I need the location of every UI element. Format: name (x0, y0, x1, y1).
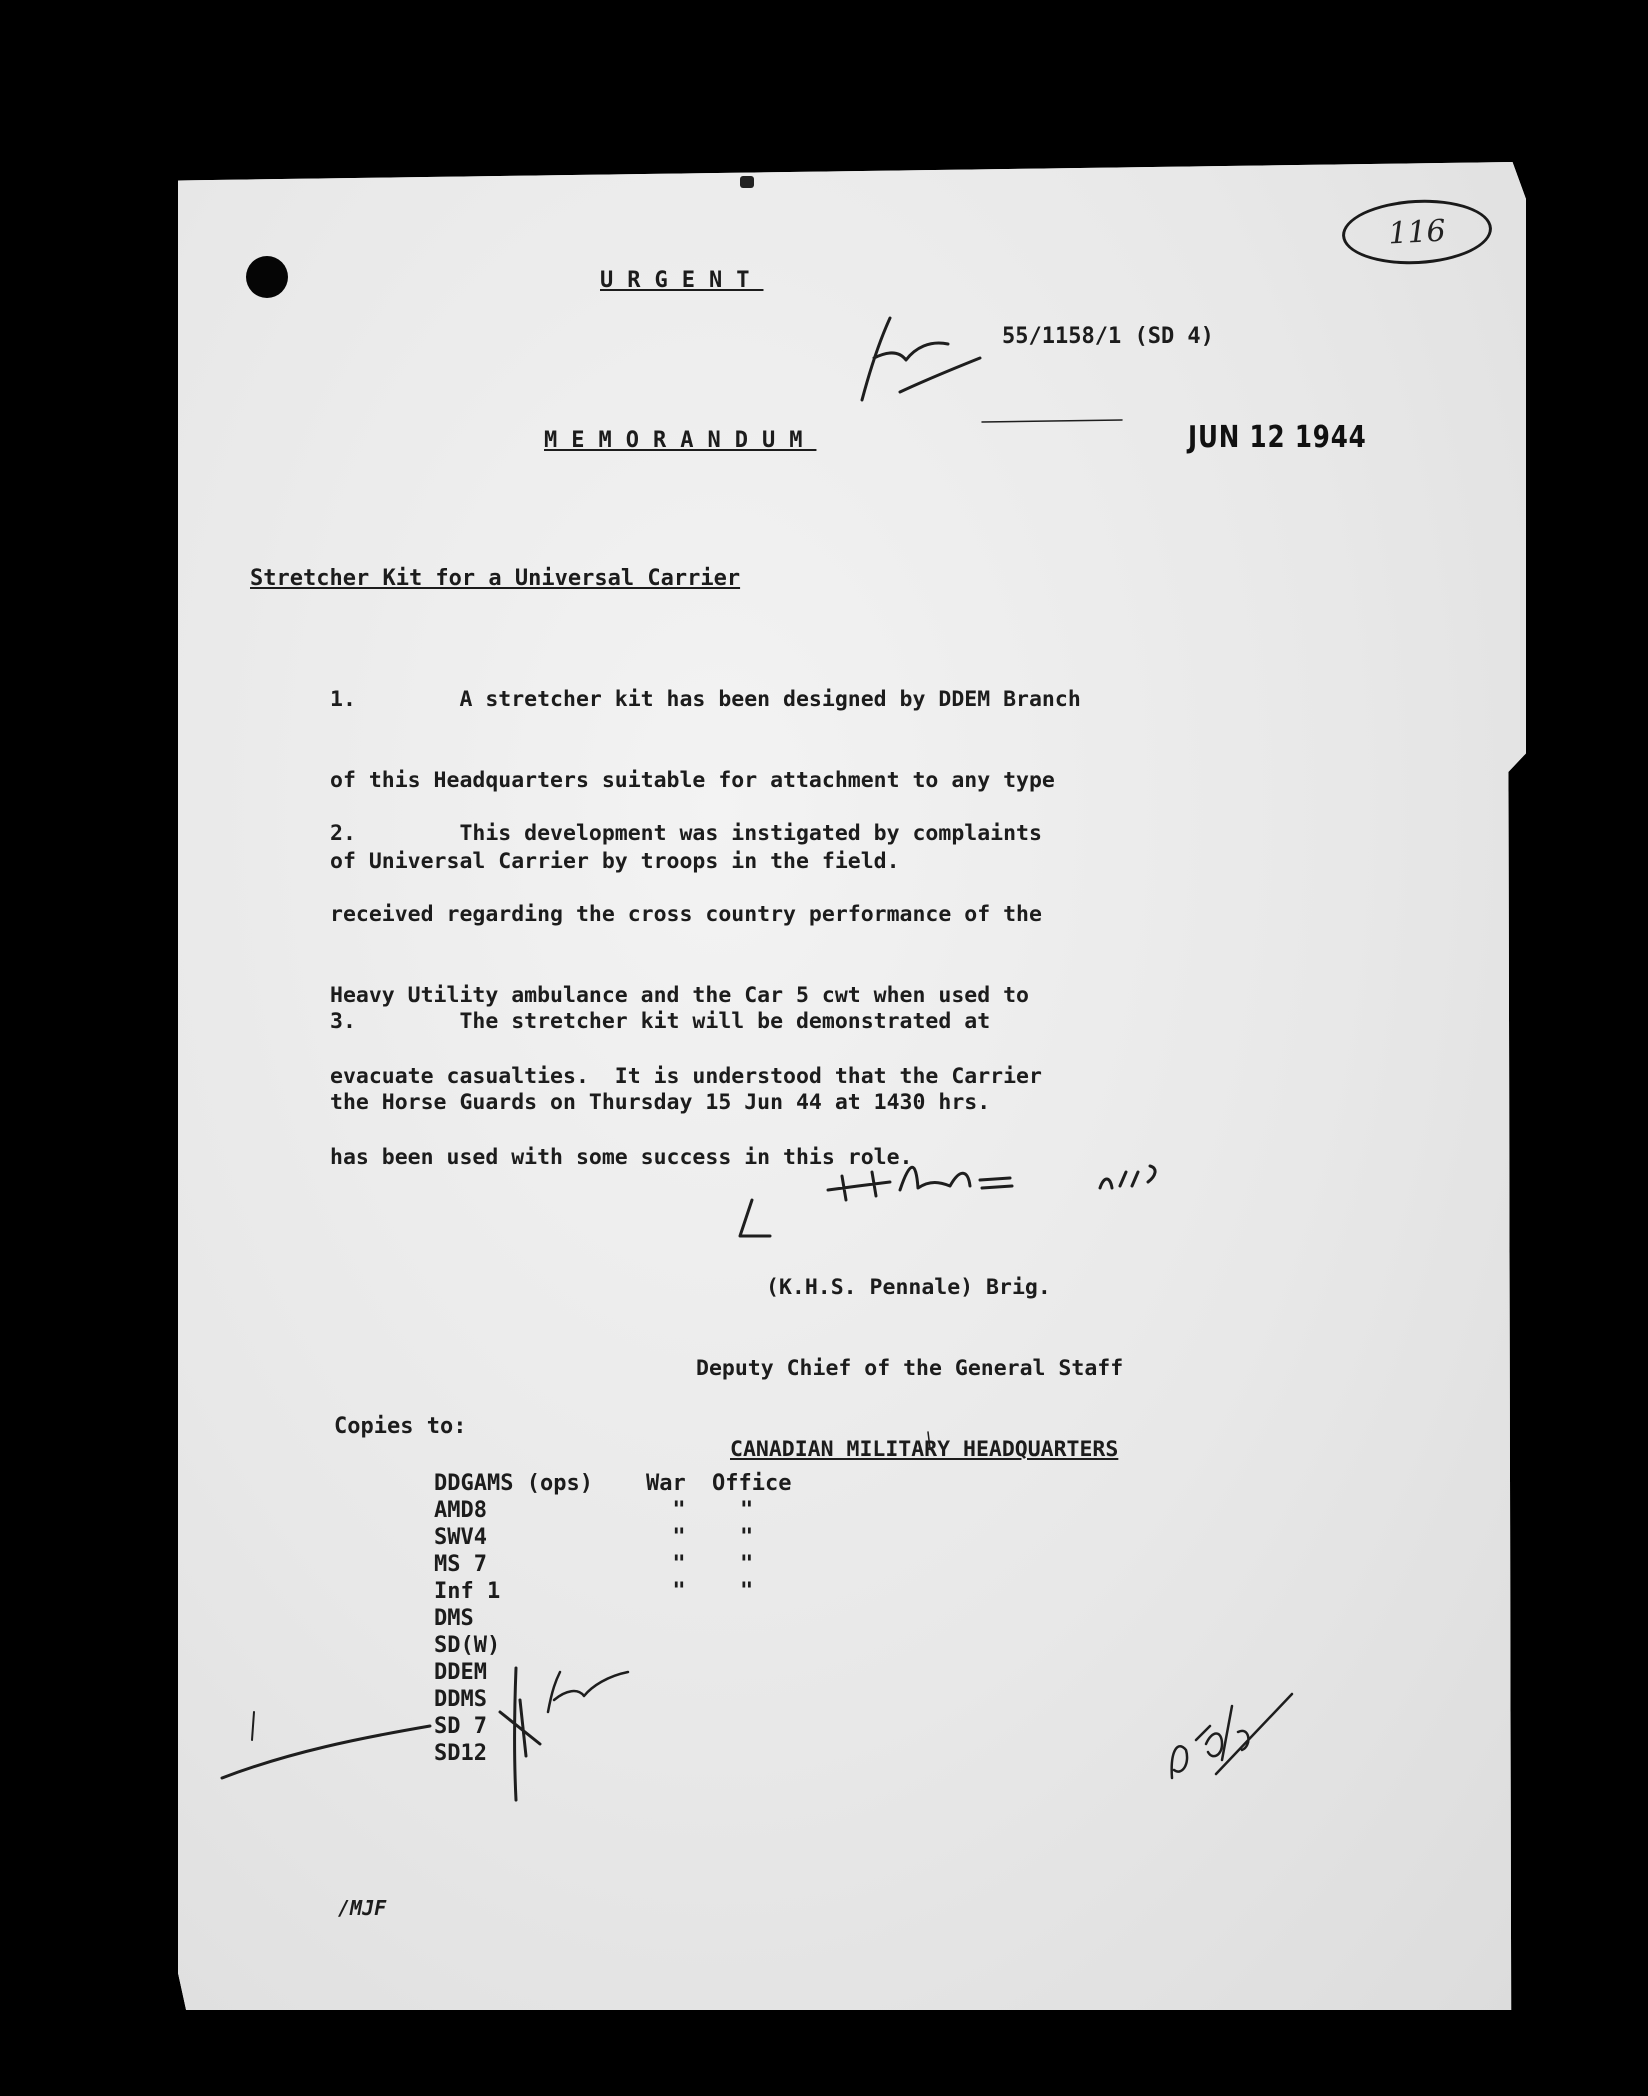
copy-recipient: Inf 1 (434, 1579, 501, 1604)
paragraph-line: Heavy Utility ambulance and the Car 5 cwt when used to (330, 983, 1029, 1008)
signatory-title: Deputy Chief of the General Staff (696, 1356, 1124, 1381)
paragraph-line: 3. The stretcher kit will be demonstrated at (330, 1009, 991, 1034)
copy-col-3: " (740, 1579, 754, 1604)
paragraph-line: of this Headquarters suitable for attachment to any type (330, 768, 1055, 793)
copy-col-2: " (672, 1525, 686, 1550)
pen-tick (928, 1432, 930, 1448)
folio-text: 116 (1387, 213, 1447, 251)
paragraph-line: evacuate casualties. It is understood that the Carrier (330, 1064, 1042, 1089)
copy-col-2: " (672, 1498, 686, 1523)
paragraph-line: the Horse Guards on Thursday 15 Jun 44 at 1430 hrs. (330, 1090, 991, 1115)
copy-recipient: DMS (434, 1606, 474, 1631)
subject-line: Stretcher Kit for a Universal Carrier (250, 566, 741, 591)
copy-recipient: SD12 (434, 1741, 487, 1766)
copy-recipient: AMD8 (434, 1498, 487, 1523)
copy-col-2: " (672, 1579, 686, 1604)
copy-recipient: MS 7 (434, 1552, 487, 1577)
copy-col-2: War (646, 1471, 686, 1496)
urgent-heading: URGENT (600, 268, 764, 293)
signatory-name: (K.H.S. Pennale) Brig. (766, 1275, 1051, 1300)
typist-initials: /MJF (338, 1896, 387, 1920)
handwritten-initials-list (548, 1672, 628, 1712)
copies-heading: Copies to: (334, 1414, 467, 1439)
file-reference: 55/1158/1 (SD 4) (1002, 324, 1214, 349)
paragraph-line: 1. A stretcher kit has been designed by DDEM Branch (330, 687, 1081, 712)
copy-col-2: " (672, 1552, 686, 1577)
copy-recipient: SD(W) (434, 1633, 501, 1658)
copy-recipient: SWV4 (434, 1525, 487, 1550)
paragraph-line: 2. This development was instigated by complaints (330, 821, 1042, 846)
paragraph-line: of Universal Carrier by troops in the field. (330, 849, 900, 874)
copy-recipient: DDGAMS (ops) (434, 1471, 593, 1496)
signature-scrawl (828, 1166, 1155, 1200)
signatory-org: CANADIAN MILITARY HEADQUARTERS (730, 1437, 1119, 1462)
signature-bracket (740, 1200, 770, 1236)
memorandum-heading: MEMORANDUM (544, 428, 817, 453)
copy-recipient: DDEM (434, 1660, 487, 1685)
ink-rule (982, 420, 1122, 422)
paragraph-line: has been used with some success in this role. (330, 1145, 913, 1170)
date-stamp: JUN 12 1944 (1188, 420, 1367, 455)
copy-col-3: Office (712, 1471, 792, 1496)
copy-col-3: " (740, 1525, 754, 1550)
handwritten-initials-top (862, 318, 980, 400)
list-bracket-mark (500, 1668, 540, 1800)
copy-recipient: DDMS (434, 1687, 487, 1712)
copy-recipient: SD 7 (434, 1714, 487, 1739)
copy-col-3: " (740, 1552, 754, 1577)
copy-col-3: " (740, 1498, 754, 1523)
pen-tick (252, 1712, 254, 1740)
paragraph-line: received regarding the cross country performance of the (330, 902, 1042, 927)
handwritten-annotation-right (1172, 1694, 1292, 1778)
